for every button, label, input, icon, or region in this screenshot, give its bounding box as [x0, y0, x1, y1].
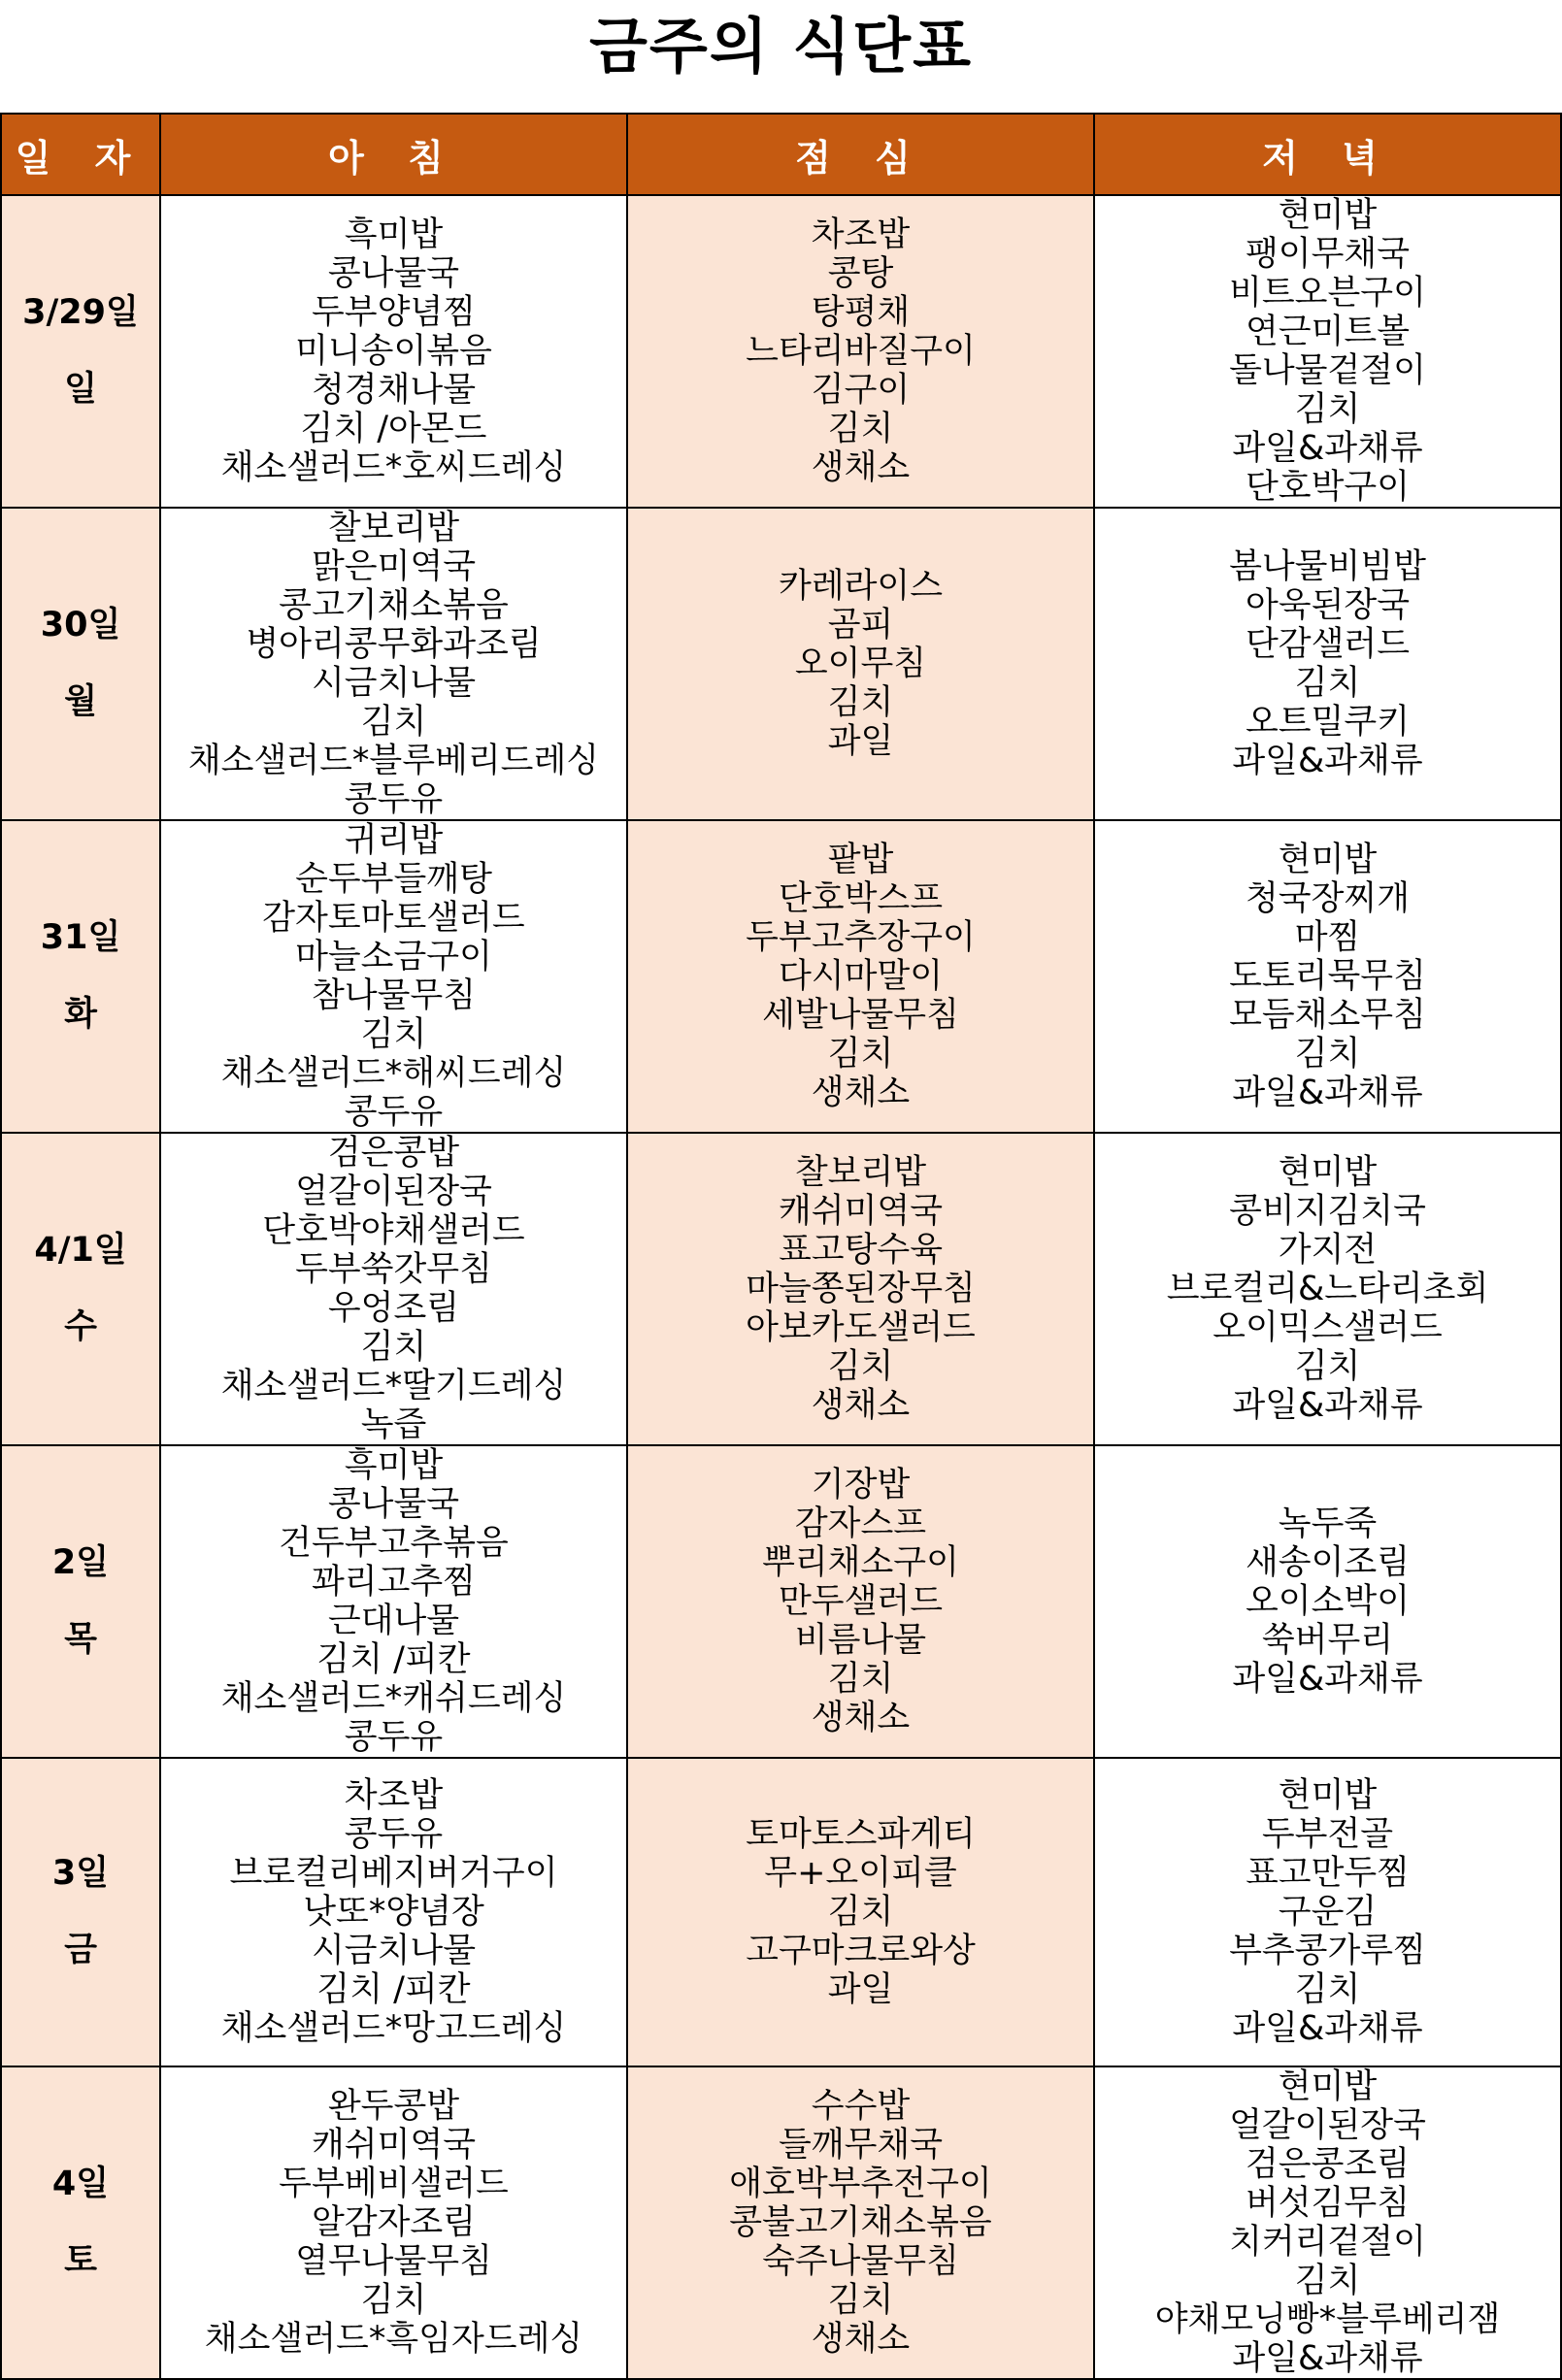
table-row [1, 195, 1561, 508]
menu-item: 콩두유 [344, 1093, 444, 1132]
menu-item: 찰보리밥 [327, 509, 460, 547]
header-dinner: 저 녁 [1094, 114, 1561, 195]
day-date: 2일 [51, 1543, 110, 1582]
menu-item: 찰보리밥 [794, 1153, 927, 1192]
menu-item: 열무나물무침 [295, 2242, 492, 2281]
menu-item: 생채소 [811, 1386, 911, 1425]
menu-item: 생채소 [811, 1074, 911, 1112]
menu-item: 김치 /아몬드 [300, 410, 487, 448]
dinner-cell [1094, 2066, 1561, 2379]
menu-item: 부추콩가루찜 [1229, 1932, 1426, 1970]
menu-item: 김구이 [811, 371, 911, 410]
menu-item: 버섯김무침 [1245, 2184, 1411, 2223]
menu-item: 곰피 [827, 606, 894, 645]
breakfast-cell [160, 195, 627, 508]
breakfast-cell [160, 820, 627, 1133]
menu-item: 채소샐러드*망고드레싱 [220, 2009, 567, 2048]
menu-item: 봄나물비빔밥 [1229, 547, 1426, 586]
lunch-cell [627, 195, 1094, 508]
dinner-menu-list [1095, 1153, 1560, 1425]
table-row [1, 508, 1561, 820]
menu-item: 과일 [827, 722, 894, 761]
breakfast-cell [160, 508, 627, 820]
day-weekday: 화 [64, 995, 97, 1034]
menu-item: 비트오븐구이 [1229, 274, 1426, 313]
menu-item: 돌나물겉절이 [1229, 351, 1426, 390]
menu-item: 치커리겉절이 [1229, 2223, 1426, 2262]
dinner-cell [1094, 1133, 1561, 1445]
menu-item: 우엉조림 [327, 1289, 460, 1328]
menu-item: 뿌리채소구이 [762, 1543, 959, 1582]
menu-item: 현미밥 [1278, 1776, 1378, 1815]
menu-item: 청경채나물 [311, 371, 477, 410]
menu-item: 오이소박이 [1245, 1582, 1411, 1621]
menu-item: 세발나물무침 [762, 996, 959, 1035]
menu-item: 캐쉬미역국 [311, 2126, 477, 2165]
dinner-cell [1094, 820, 1561, 1133]
dinner-menu-list [1095, 2067, 1560, 2378]
menu-item: 김치 /피칸 [316, 1970, 471, 2009]
menu-item: 김치 [827, 683, 894, 722]
menu-item: 콩비지김치국 [1229, 1192, 1426, 1231]
menu-item: 현미밥 [1278, 1153, 1378, 1192]
dinner-menu-list [1095, 547, 1560, 780]
menu-item: 두부쑥갓무침 [295, 1250, 492, 1289]
breakfast-cell [160, 2066, 627, 2379]
breakfast-menu-list [161, 509, 626, 819]
menu-item: 두부고추장구이 [746, 918, 976, 957]
menu-item: 단감샐러드 [1245, 625, 1411, 664]
menu-item: 김치 [1294, 1347, 1361, 1386]
menu-item: 김치 [827, 1893, 894, 1932]
menu-item: 김치 [827, 2281, 894, 2320]
day-cell [1, 195, 160, 508]
header-breakfast: 아 침 [160, 114, 627, 195]
menu-item: 무+오이피클 [764, 1854, 957, 1893]
menu-item: 숙주나물무침 [762, 2242, 959, 2281]
menu-item: 캐쉬미역국 [778, 1192, 944, 1231]
menu-item: 단호박야채샐러드 [262, 1211, 525, 1250]
menu-item: 새송이조림 [1245, 1543, 1411, 1582]
table-row [1, 1758, 1561, 2066]
menu-item: 얼갈이된장국 [295, 1173, 492, 1211]
menu-item: 두부전골 [1261, 1815, 1394, 1854]
dinner-cell [1094, 508, 1561, 820]
menu-item: 순두부들깨탕 [295, 860, 492, 899]
menu-item: 만두샐러드 [778, 1582, 944, 1621]
menu-item: 단호박스프 [778, 879, 944, 918]
menu-item: 참나물무침 [311, 976, 477, 1015]
menu-item: 다시마말이 [778, 957, 944, 996]
menu-item: 과일&과채류 [1232, 1386, 1423, 1425]
menu-item: 김치 [827, 410, 894, 448]
menu-item: 도토리묵무침 [1229, 957, 1426, 996]
menu-item: 느타리바질구이 [746, 332, 976, 371]
day-cell [1, 508, 160, 820]
menu-item: 생채소 [811, 2320, 911, 2359]
menu-item: 아보카도샐러드 [746, 1308, 976, 1347]
lunch-menu-list [628, 1153, 1093, 1425]
menu-item: 카레라이스 [778, 567, 944, 606]
menu-item: 오이믹스샐러드 [1213, 1308, 1443, 1347]
menu-item: 채소샐러드*캐쉬드레싱 [220, 1679, 567, 1718]
menu-item: 과일&과채류 [1232, 429, 1423, 468]
menu-item: 마찜 [1294, 918, 1361, 957]
menu-item: 모듬채소무침 [1229, 996, 1426, 1035]
menu-item: 감자토마토샐러드 [262, 899, 525, 938]
menu-item: 김치 [360, 703, 427, 742]
menu-item: 감자스프 [794, 1504, 927, 1543]
menu-item: 토마토스파게티 [746, 1815, 976, 1854]
breakfast-menu-list [161, 1446, 626, 1757]
dinner-menu-list [1095, 196, 1560, 507]
day-cell [1, 2066, 160, 2379]
lunch-cell [627, 1758, 1094, 2066]
menu-item: 단호박구이 [1245, 468, 1411, 507]
menu-item: 콩두유 [344, 780, 444, 819]
menu-item: 청국장찌개 [1245, 879, 1411, 918]
menu-item: 근대나물 [327, 1602, 460, 1640]
lunch-menu-list [628, 841, 1093, 1112]
menu-item: 콩불고기채소볶음 [729, 2203, 992, 2242]
day-date: 4/1일 [34, 1231, 127, 1270]
day-date: 31일 [40, 918, 121, 957]
menu-item: 오트밀쿠키 [1245, 703, 1411, 742]
menu-item: 채소샐러드*해씨드레싱 [220, 1054, 567, 1093]
menu-item: 연근미트볼 [1245, 313, 1411, 351]
menu-item: 김치 [360, 2281, 427, 2320]
dinner-menu-list [1095, 841, 1560, 1112]
lunch-menu-list [628, 215, 1093, 487]
breakfast-cell [160, 1133, 627, 1445]
lunch-cell [627, 508, 1094, 820]
lunch-menu-list [628, 1815, 1093, 2009]
menu-item: 과일&과채류 [1232, 742, 1423, 780]
breakfast-menu-list [161, 1134, 626, 1444]
menu-item: 브로컬리&느타리초회 [1166, 1270, 1489, 1308]
day-weekday: 일 [64, 370, 97, 409]
meal-table-body [1, 195, 1561, 2379]
day-cell [1, 1133, 160, 1445]
menu-item: 생채소 [811, 448, 911, 487]
breakfast-cell [160, 1758, 627, 2066]
day-weekday: 토 [64, 2241, 97, 2280]
lunch-cell [627, 2066, 1094, 2379]
menu-item: 두부양념찜 [311, 293, 477, 332]
menu-item: 김치 [360, 1015, 427, 1054]
menu-item: 과일&과채류 [1232, 2009, 1423, 2048]
menu-item: 검은콩밥 [327, 1134, 460, 1173]
menu-item: 채소샐러드*블루베리드레싱 [187, 742, 600, 780]
menu-item: 애호박부추전구이 [729, 2165, 992, 2203]
menu-item: 시금치나물 [311, 664, 477, 703]
header-lunch: 점 심 [627, 114, 1094, 195]
day-cell [1, 1445, 160, 1758]
breakfast-cell [160, 1445, 627, 1758]
day-weekday: 금 [64, 1931, 97, 1969]
menu-item: 차조밥 [344, 1776, 444, 1815]
menu-item: 현미밥 [1278, 841, 1378, 879]
menu-item: 김치 [827, 1347, 894, 1386]
menu-item: 표고만두찜 [1245, 1854, 1411, 1893]
menu-item: 흑미밥 [344, 1446, 444, 1485]
menu-item: 구운김 [1278, 1893, 1378, 1932]
menu-item: 완두콩밥 [327, 2087, 460, 2126]
day-weekday: 목 [64, 1620, 97, 1659]
menu-item: 알감자조림 [311, 2203, 477, 2242]
menu-item: 김치 [360, 1328, 427, 1367]
menu-item: 들깨무채국 [778, 2126, 944, 2165]
menu-item: 두부베비샐러드 [279, 2165, 509, 2203]
menu-item: 콩두유 [344, 1718, 444, 1757]
menu-item: 김치 [1294, 390, 1361, 429]
menu-item: 마늘소금구이 [295, 938, 492, 976]
menu-item: 콩두유 [344, 1815, 444, 1854]
menu-item: 김치 [1294, 2262, 1361, 2300]
menu-item: 생채소 [811, 1699, 911, 1737]
dinner-menu-list [1095, 1776, 1560, 2048]
day-date: 30일 [40, 606, 121, 645]
menu-item: 귀리밥 [344, 821, 444, 860]
menu-item: 차조밥 [811, 215, 911, 254]
breakfast-menu-list [161, 821, 626, 1132]
lunch-cell [627, 820, 1094, 1133]
menu-item: 병아리콩무화과조림 [246, 625, 542, 664]
header-day: 일 자 [1, 114, 160, 195]
lunch-menu-list [628, 2087, 1093, 2359]
menu-item: 오이무침 [794, 645, 927, 683]
menu-item: 수수밥 [811, 2087, 911, 2126]
menu-item: 콩나물국 [327, 1485, 460, 1524]
menu-item: 김치 [1294, 1035, 1361, 1074]
menu-item: 김치 [1294, 1970, 1361, 2009]
menu-item: 채소샐러드*흑임자드레싱 [204, 2320, 583, 2359]
menu-item: 야채모닝빵*블루베리잼 [1154, 2300, 1501, 2339]
menu-item: 꽈리고추찜 [311, 1563, 477, 1602]
menu-item: 김치 [827, 1035, 894, 1074]
page-title: 금주의 식단표 [589, 11, 973, 82]
menu-item: 팥밥 [827, 841, 894, 879]
menu-item: 검은콩조림 [1245, 2145, 1411, 2184]
menu-item: 과일&과채류 [1232, 1074, 1423, 1112]
menu-item: 김치 [827, 1660, 894, 1699]
menu-item: 과일&과채류 [1232, 2339, 1423, 2378]
table-row [1, 1133, 1561, 1445]
menu-item: 쑥버무리 [1261, 1621, 1394, 1660]
table-row [1, 1445, 1561, 1758]
menu-item: 가지전 [1278, 1231, 1378, 1270]
header-row [1, 114, 1561, 195]
day-weekday: 월 [64, 682, 97, 721]
dinner-cell [1094, 1758, 1561, 2066]
menu-item: 현미밥 [1278, 196, 1378, 235]
day-cell [1, 1758, 160, 2066]
dinner-menu-list [1095, 1504, 1560, 1699]
meal-table [0, 113, 1562, 2380]
menu-item: 김치 [1294, 664, 1361, 703]
menu-item: 기장밥 [811, 1466, 911, 1504]
menu-item: 건두부고추볶음 [279, 1524, 509, 1563]
day-date: 3일 [51, 1854, 110, 1893]
day-weekday: 수 [64, 1307, 97, 1346]
dinner-cell [1094, 195, 1561, 508]
menu-item: 채소샐러드*딸기드레싱 [220, 1367, 567, 1405]
menu-item: 얼갈이된장국 [1229, 2106, 1426, 2145]
menu-item: 탕평채 [811, 293, 911, 332]
menu-item: 흑미밥 [344, 215, 444, 254]
menu-item: 콩탕 [827, 254, 894, 293]
lunch-cell [627, 1445, 1094, 1758]
menu-item: 비름나물 [794, 1621, 927, 1660]
menu-item: 과일 [827, 1970, 894, 2009]
lunch-menu-list [628, 567, 1093, 761]
menu-item: 아욱된장국 [1245, 586, 1411, 625]
day-date: 3/29일 [22, 293, 139, 332]
menu-item: 녹두죽 [1278, 1504, 1378, 1543]
menu-item: 채소샐러드*호씨드레싱 [220, 448, 567, 487]
menu-item: 맑은미역국 [311, 547, 477, 586]
day-date: 4일 [51, 2165, 110, 2203]
day-cell [1, 820, 160, 1133]
menu-item: 브로컬리베지버거구이 [229, 1854, 558, 1893]
dinner-cell [1094, 1445, 1561, 1758]
lunch-menu-list [628, 1466, 1093, 1737]
menu-item: 낫또*양념장 [303, 1893, 484, 1932]
table-row [1, 2066, 1561, 2379]
menu-item: 콩고기채소볶음 [279, 586, 509, 625]
menu-item: 현미밥 [1278, 2067, 1378, 2106]
menu-item: 마늘쫑된장무침 [746, 1270, 976, 1308]
menu-item: 팽이무채국 [1245, 235, 1411, 274]
menu-item: 고구마크로와상 [746, 1932, 976, 1970]
breakfast-menu-list [161, 215, 626, 487]
breakfast-menu-list [161, 2087, 626, 2359]
menu-item: 김치 /피칸 [316, 1640, 471, 1679]
menu-item: 시금치나물 [311, 1932, 477, 1970]
menu-item: 콩나물국 [327, 254, 460, 293]
table-row [1, 820, 1561, 1133]
menu-item: 표고탕수육 [778, 1231, 944, 1270]
lunch-cell [627, 1133, 1094, 1445]
breakfast-menu-list [161, 1776, 626, 2048]
menu-item: 과일&과채류 [1232, 1660, 1423, 1699]
menu-item: 미니송이볶음 [295, 332, 492, 371]
menu-item: 녹즙 [360, 1405, 427, 1444]
